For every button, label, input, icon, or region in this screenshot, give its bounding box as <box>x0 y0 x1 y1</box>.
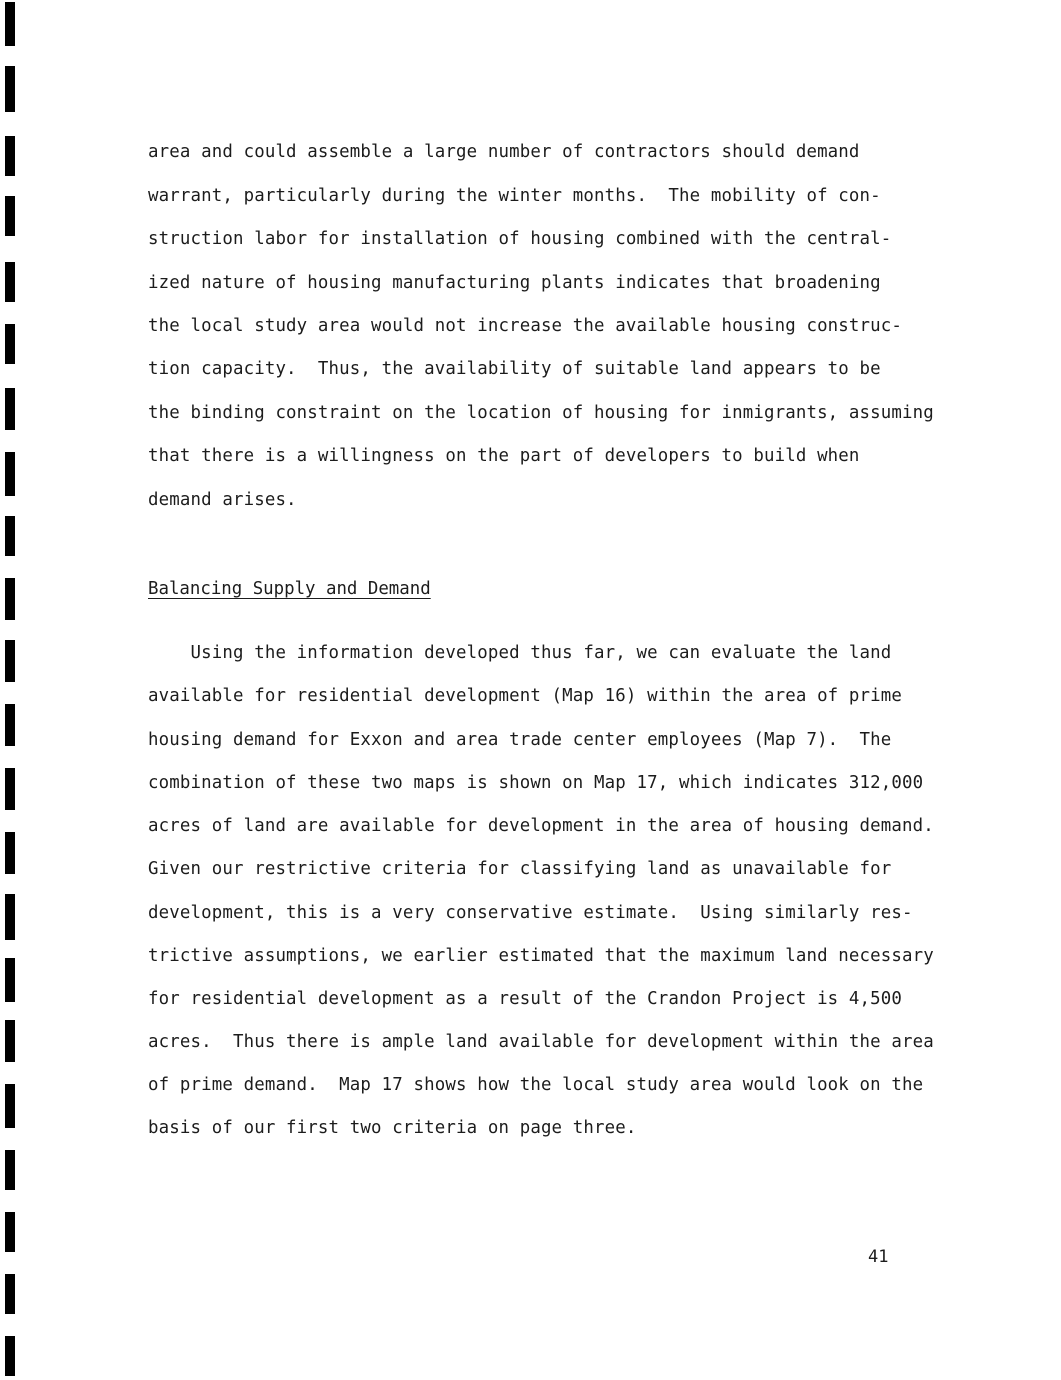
text-line: the local study area would not increase the available housing construc- <box>148 316 903 336</box>
text-line: combination of these two maps is shown on Map 17, which indicates 312,000 <box>148 773 924 793</box>
text-line: the binding constraint on the location of housing for inmigrants, assuming <box>148 403 934 423</box>
text-line: warrant, particularly during the winter months. The mobility of con- <box>148 186 881 206</box>
text-line: basis of our first two criteria on page three. <box>148 1118 637 1138</box>
text-line: Given our restrictive criteria for classifying land as unavailable for <box>148 859 892 879</box>
text-line: ized nature of housing manufacturing plants indicates that broadening <box>148 273 881 293</box>
text-line: for residential development as a result of the Crandon Project is 4,500 <box>148 989 903 1009</box>
text-line: area and could assemble a large number of contractors should demand <box>148 142 860 162</box>
text-line: available for residential development (Map 16) within the area of prime <box>148 686 903 706</box>
binding-strip <box>0 0 20 1380</box>
section-heading: Balancing Supply and Demand <box>148 579 431 599</box>
text-line: of prime demand. Map 17 shows how the local study area would look on the <box>148 1075 924 1095</box>
text-line: that there is a willingness on the part of developers to build when <box>148 446 860 466</box>
text-line: trictive assumptions, we earlier estimated that the maximum land necessary <box>148 946 934 966</box>
text-line: acres. Thus there is ample land available for development within the area <box>148 1032 934 1052</box>
text-line: struction labor for installation of housing combined with the central- <box>148 229 892 249</box>
text-line: housing demand for Exxon and area trade center employees (Map 7). The <box>148 730 892 750</box>
page-number: 41 <box>868 1247 889 1267</box>
text-line: development, this is a very conservative estimate. Using similarly res- <box>148 903 913 923</box>
text-line: demand arises. <box>148 490 297 510</box>
text-line: Using the information developed thus far, we can evaluate the land <box>148 643 892 663</box>
text-line: tion capacity. Thus, the availability of suitable land appears to be <box>148 359 881 379</box>
text-line: acres of land are available for development in the area of housing demand. <box>148 816 934 836</box>
